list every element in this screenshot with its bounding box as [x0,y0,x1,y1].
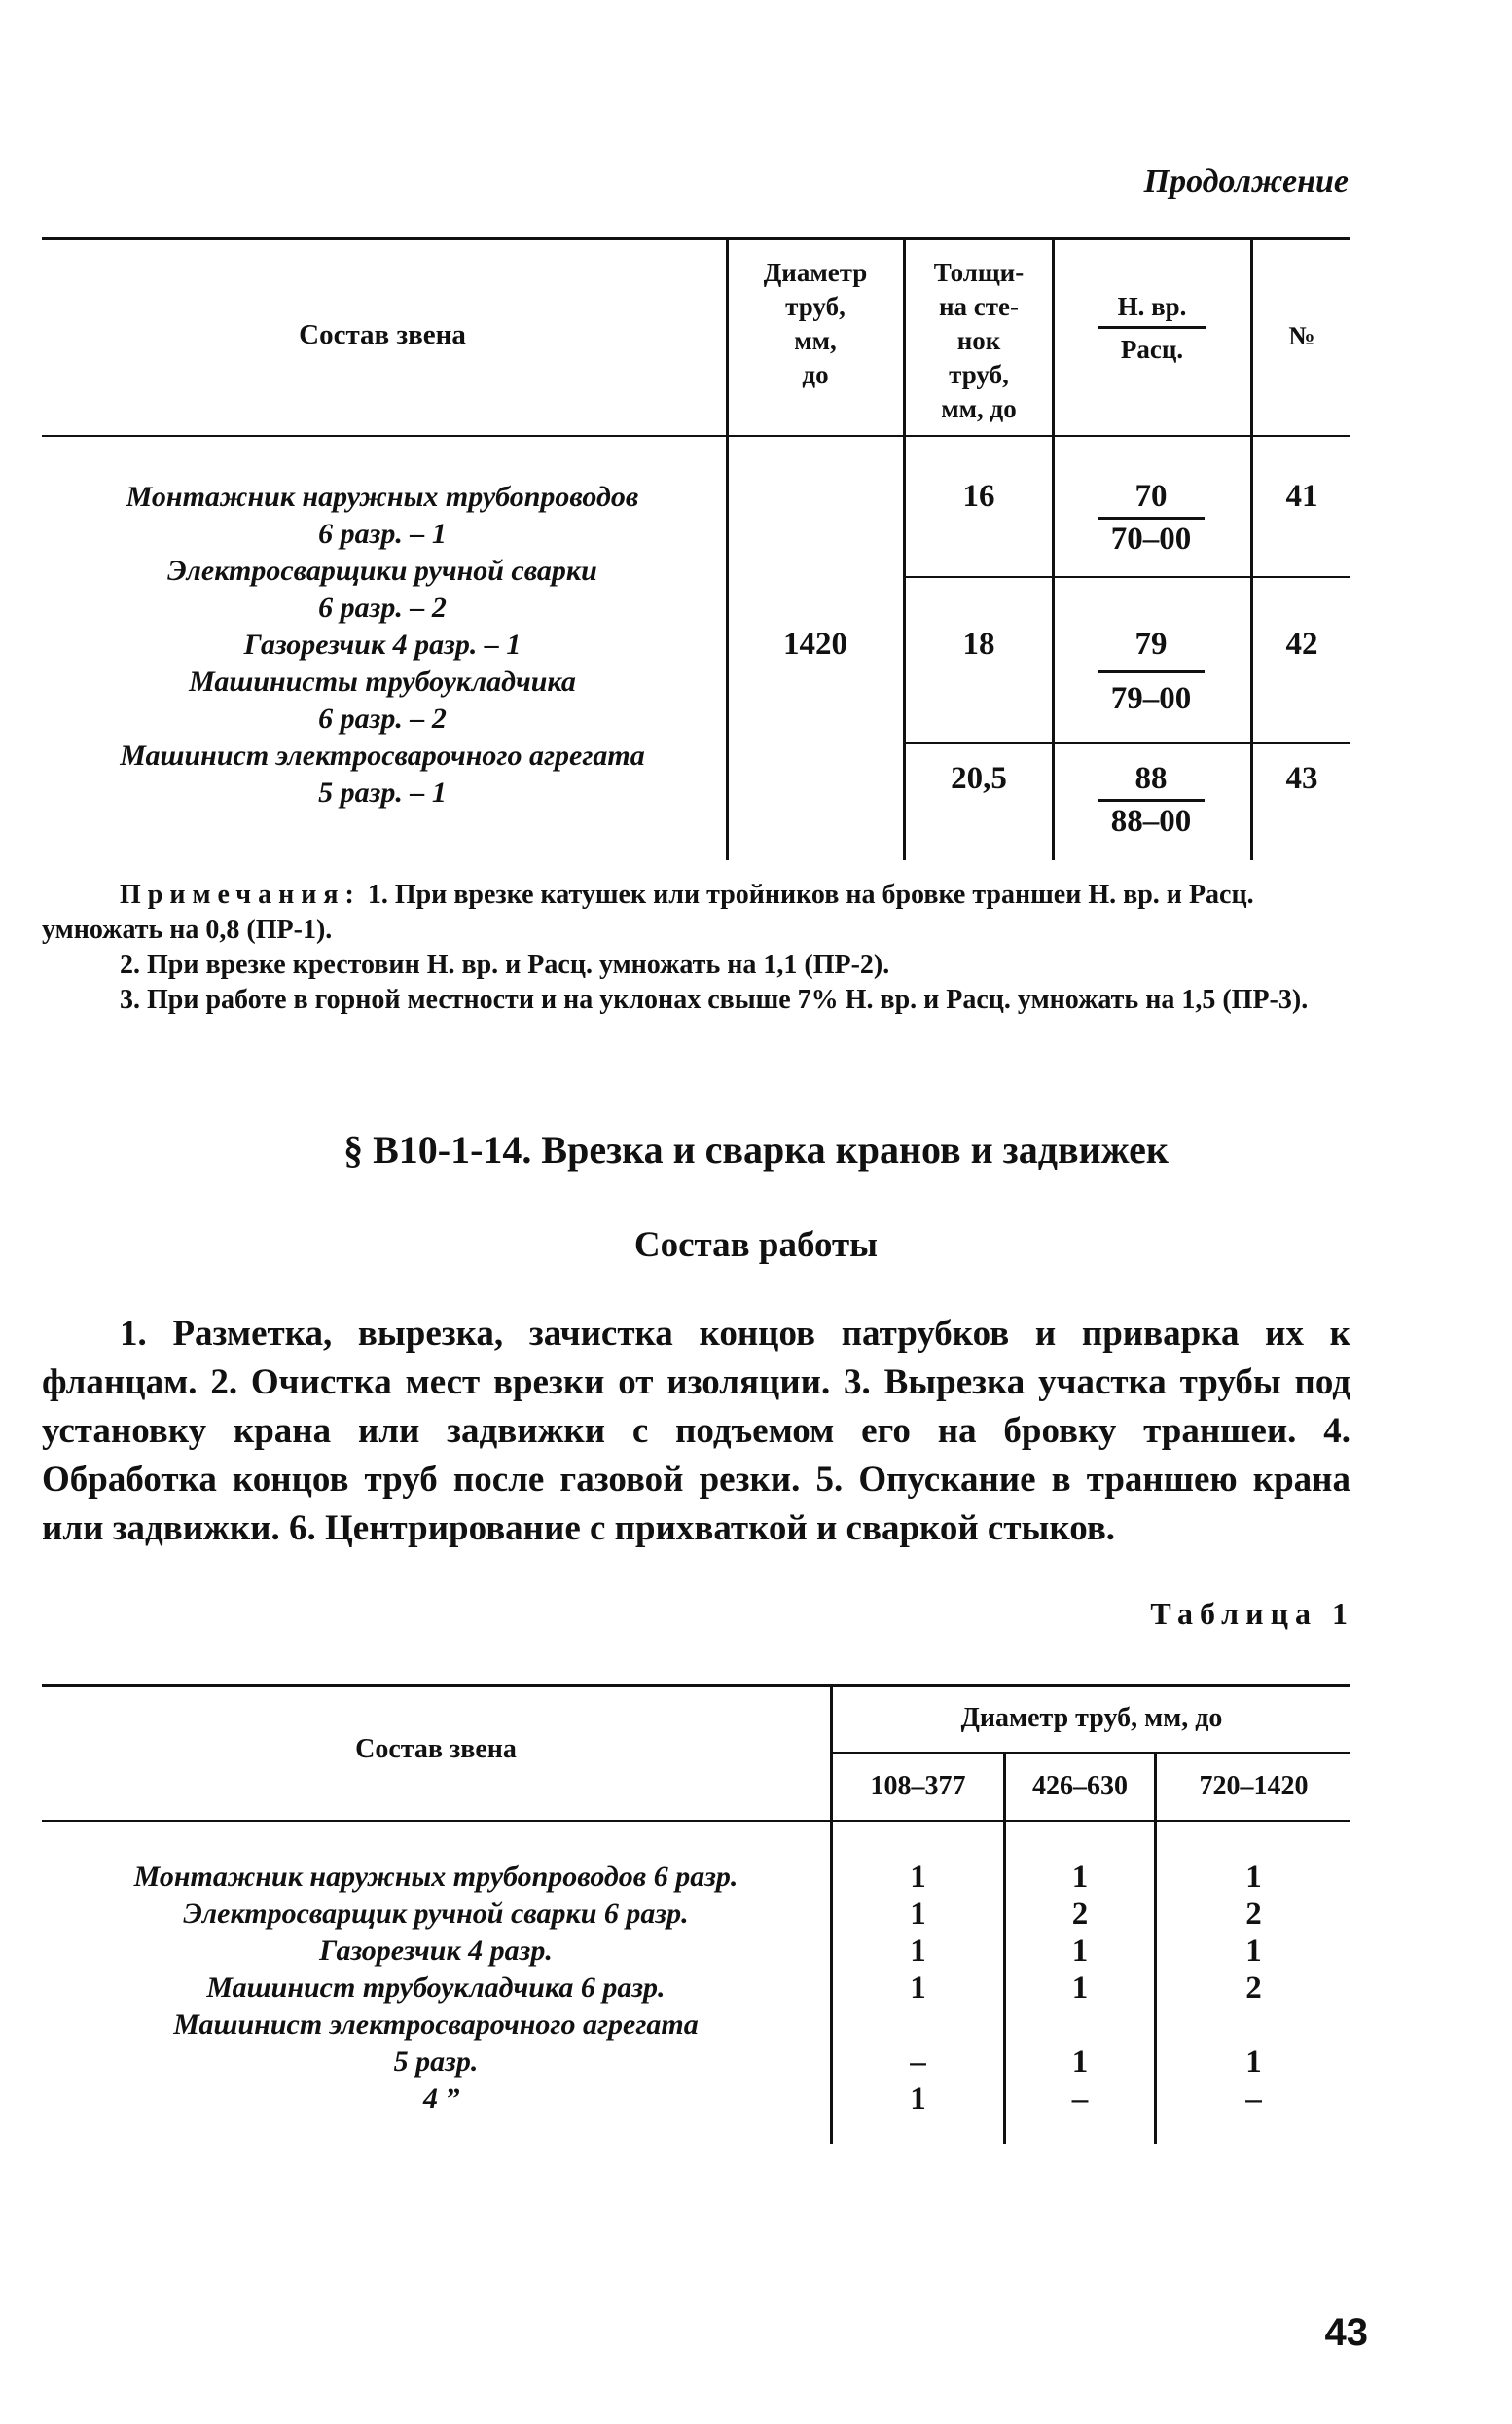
subheader-rule [830,1752,1350,1754]
header-thickness: Толщи- на сте- нок труб, мм, до [933,258,1025,423]
continuation-label: Продолжение [1143,163,1349,199]
row-number: 43 [1285,761,1318,796]
work-description: 1. Разметка, вырезка, зачистка концов патрубков и приварка их к фланцам. 2. Очистка мест врезки от изоляции. 3. Вырезка участка трубы под установку крана или задвижки с подъемом его на бровку траншеи. 4. Обработка концов труб после газовой резки. 5. Опускание в траншею крана или задвижки. 6. Центрирование с прихваткой и сваркой стыков. [42,1314,1350,1548]
values-col-2: 1 2 1 1 1 – [1071,1860,1089,2116]
header-number: № [1288,321,1315,350]
thickness-value: 18 [962,627,995,662]
table-top-rule [42,1684,1350,1687]
norm-rate-fraction: $\frac{70}{70-00}$ [1098,479,1205,558]
table-label: Таблица 1 [1150,1596,1354,1631]
table-top-rule [42,237,1350,240]
header-col-2: 426–630 [1032,1771,1128,1801]
thickness-value: 20,5 [951,761,1007,796]
row-rule [903,742,1350,744]
note-2: 2. При врезке крестовин Н. вр. и Расц. умножать на 1,1 (ПР-2). [120,950,890,980]
thickness-value: 16 [962,479,995,514]
row-number: 41 [1285,479,1318,514]
norm-rate-fraction: $\frac{79}{79-00}$ [1098,627,1205,717]
page-number: 43 [1324,2311,1368,2354]
values-col-3: 1 2 1 2 1 – [1245,1860,1262,2116]
header-norm: Н. вр. Расц. [1055,290,1249,367]
header-composition: Состав звена [355,1734,517,1764]
table-header-rule [42,435,1350,437]
header-col-1: 108–377 [870,1771,966,1801]
row-rule [903,576,1350,578]
values-col-1: 1 1 1 1 – 1 [910,1860,926,2116]
note-3: 3. При работе в горной местности и на уклонах свыше 7% Н. вр. и Расц. умножать на 1,5 (ПР-3). [120,985,1309,1015]
header-diameter: Диаметр труб, мм, до [960,1703,1223,1733]
header-col-3: 720–1420 [1199,1771,1309,1801]
notes [42,878,1350,1018]
work-title: Состав работы [633,1225,879,1265]
diameter-value: 1420 [783,627,847,662]
header-diameter: Диаметр труб, мм, до [763,258,868,389]
row-number: 42 [1285,627,1318,662]
section-title: § В10-1-14. Врезка и сварка кранов и задвижек [343,1128,1169,1172]
header-composition: Состав звена [299,319,466,350]
norm-rate-fraction: $\frac{88}{88-00}$ [1098,761,1205,840]
notes-label: Примечания: [120,880,361,910]
note-1: 1. При врезке катушек или тройников на бровке траншеи Н. вр. и Расц. умножать на 0,8 (ПР-1). [42,880,1254,945]
composition-list: Монтажник наружных трубопроводов 6 разр. – 1 Электросварщики ручной сварки 6 разр. – 2 Газорезчик 4 разр. – 1 Машинисты трубоукладчика 6 разр. – 2 Машинист электросварочного агрегата 5 разр. – 1 [120,481,645,809]
composition-list: Монтажник наружных трубопроводов 6 разр. Электросварщик ручной сварки 6 разр. Газорезчик 4 разр. Машинист трубоукладчика 6 разр. Машинист электросварочного агрегата 5 разр. 4 ” [133,1861,738,2115]
